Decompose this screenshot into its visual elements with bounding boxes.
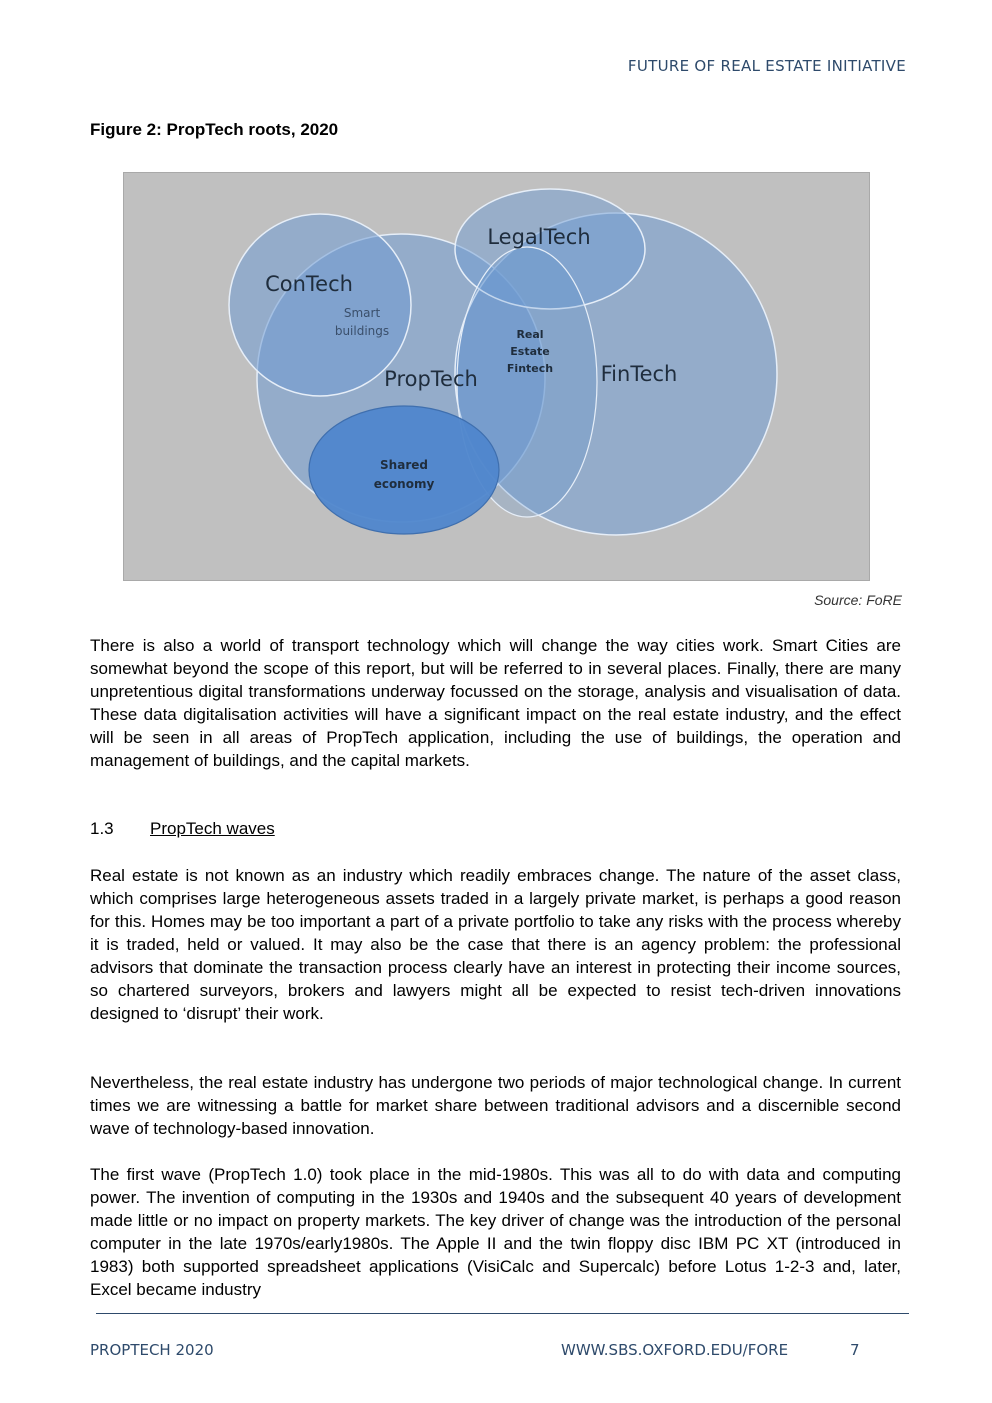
footer-report-name: PROPTECH 2020 (90, 1341, 214, 1359)
footer-url[interactable]: WWW.SBS.OXFORD.EDU/FORE (561, 1341, 789, 1359)
label-real-3: Fintech (506, 362, 554, 375)
paragraph-nevertheless: Nevertheless, the real estate industry has undergone two periods of major technological change. In current times we are witnessing a battle for market share between traditional advisors and a discernible second wave of technology-based innovation. (90, 1073, 901, 1138)
proptech-venn-diagram (123, 172, 870, 581)
label-shared-1: Shared (380, 458, 428, 472)
section-heading (90, 819, 275, 839)
page-number: 7 (850, 1341, 860, 1359)
label-smart-2: buildings (334, 324, 390, 338)
footer-divider (96, 1313, 909, 1314)
running-header: FUTURE OF REAL ESTATE INITIATIVE (627, 57, 906, 75)
label-smart-1: Smart (343, 306, 381, 320)
label-fintech: FinTech (600, 362, 678, 386)
figure-title: Figure 2: PropTech roots, 2020 (90, 120, 339, 139)
label-real-2: Estate (510, 345, 550, 358)
label-legaltech: LegalTech (487, 225, 591, 249)
label-contech: ConTech (265, 272, 353, 296)
label-shared-2: economy (373, 477, 435, 491)
label-proptech: PropTech (384, 367, 478, 391)
section-number: 1.3 (90, 819, 114, 838)
section-title: PropTech waves (150, 819, 275, 838)
figure-source: Source: FoRE (814, 592, 902, 608)
paragraph-transport: There is also a world of transport technology which will change the way cities work. Smart Cities are somewhat beyond the scope of this report, but will be referred to in several places. Finally, there are many unpretentious digital transformations underway focussed on the storage, analysis and visualisation of data. These data digitalisation activities will have a significant impact on the real estate industry, and the effect will be seen in all areas of PropTech application, including the use of buildings, the operation and management of buildings, and the capital markets. (90, 636, 901, 770)
paragraph-first-wave: The first wave (PropTech 1.0) took place in the mid-1980s. This was all to do with data and computing power. The invention of computing in the 1930s and 1940s and the subsequent 40 years of development made little or no impact on property markets. The key driver of change was the introduction of the personal computer in the late 1970s/early1980s. The Apple II and the twin floppy disc IBM PC XT (introduced in 1983) both supported spreadsheet applications (VisiCalc and Supercalc) before Lotus 1-2-3 and, later, Excel became industry (90, 1165, 901, 1299)
paragraph-change: Real estate is not known as an industry which readily embraces change. The nature of the asset class, which comprises large heterogeneous assets traded in a largely private market, is perhaps a good reason for this. Homes may be too important a part of a private portfolio to take any risks with the process whereby it is traded, held or valued. It may also be the case that there is an agency problem: the professional advisors that dominate the transaction process clearly have an interest in protecting their income sources, so chartered surveyors, brokers and lawyers might all be expected to resist tech-driven innovations designed to ‘disrupt’ their work. (90, 866, 901, 1023)
label-real-1: Real (516, 328, 544, 341)
